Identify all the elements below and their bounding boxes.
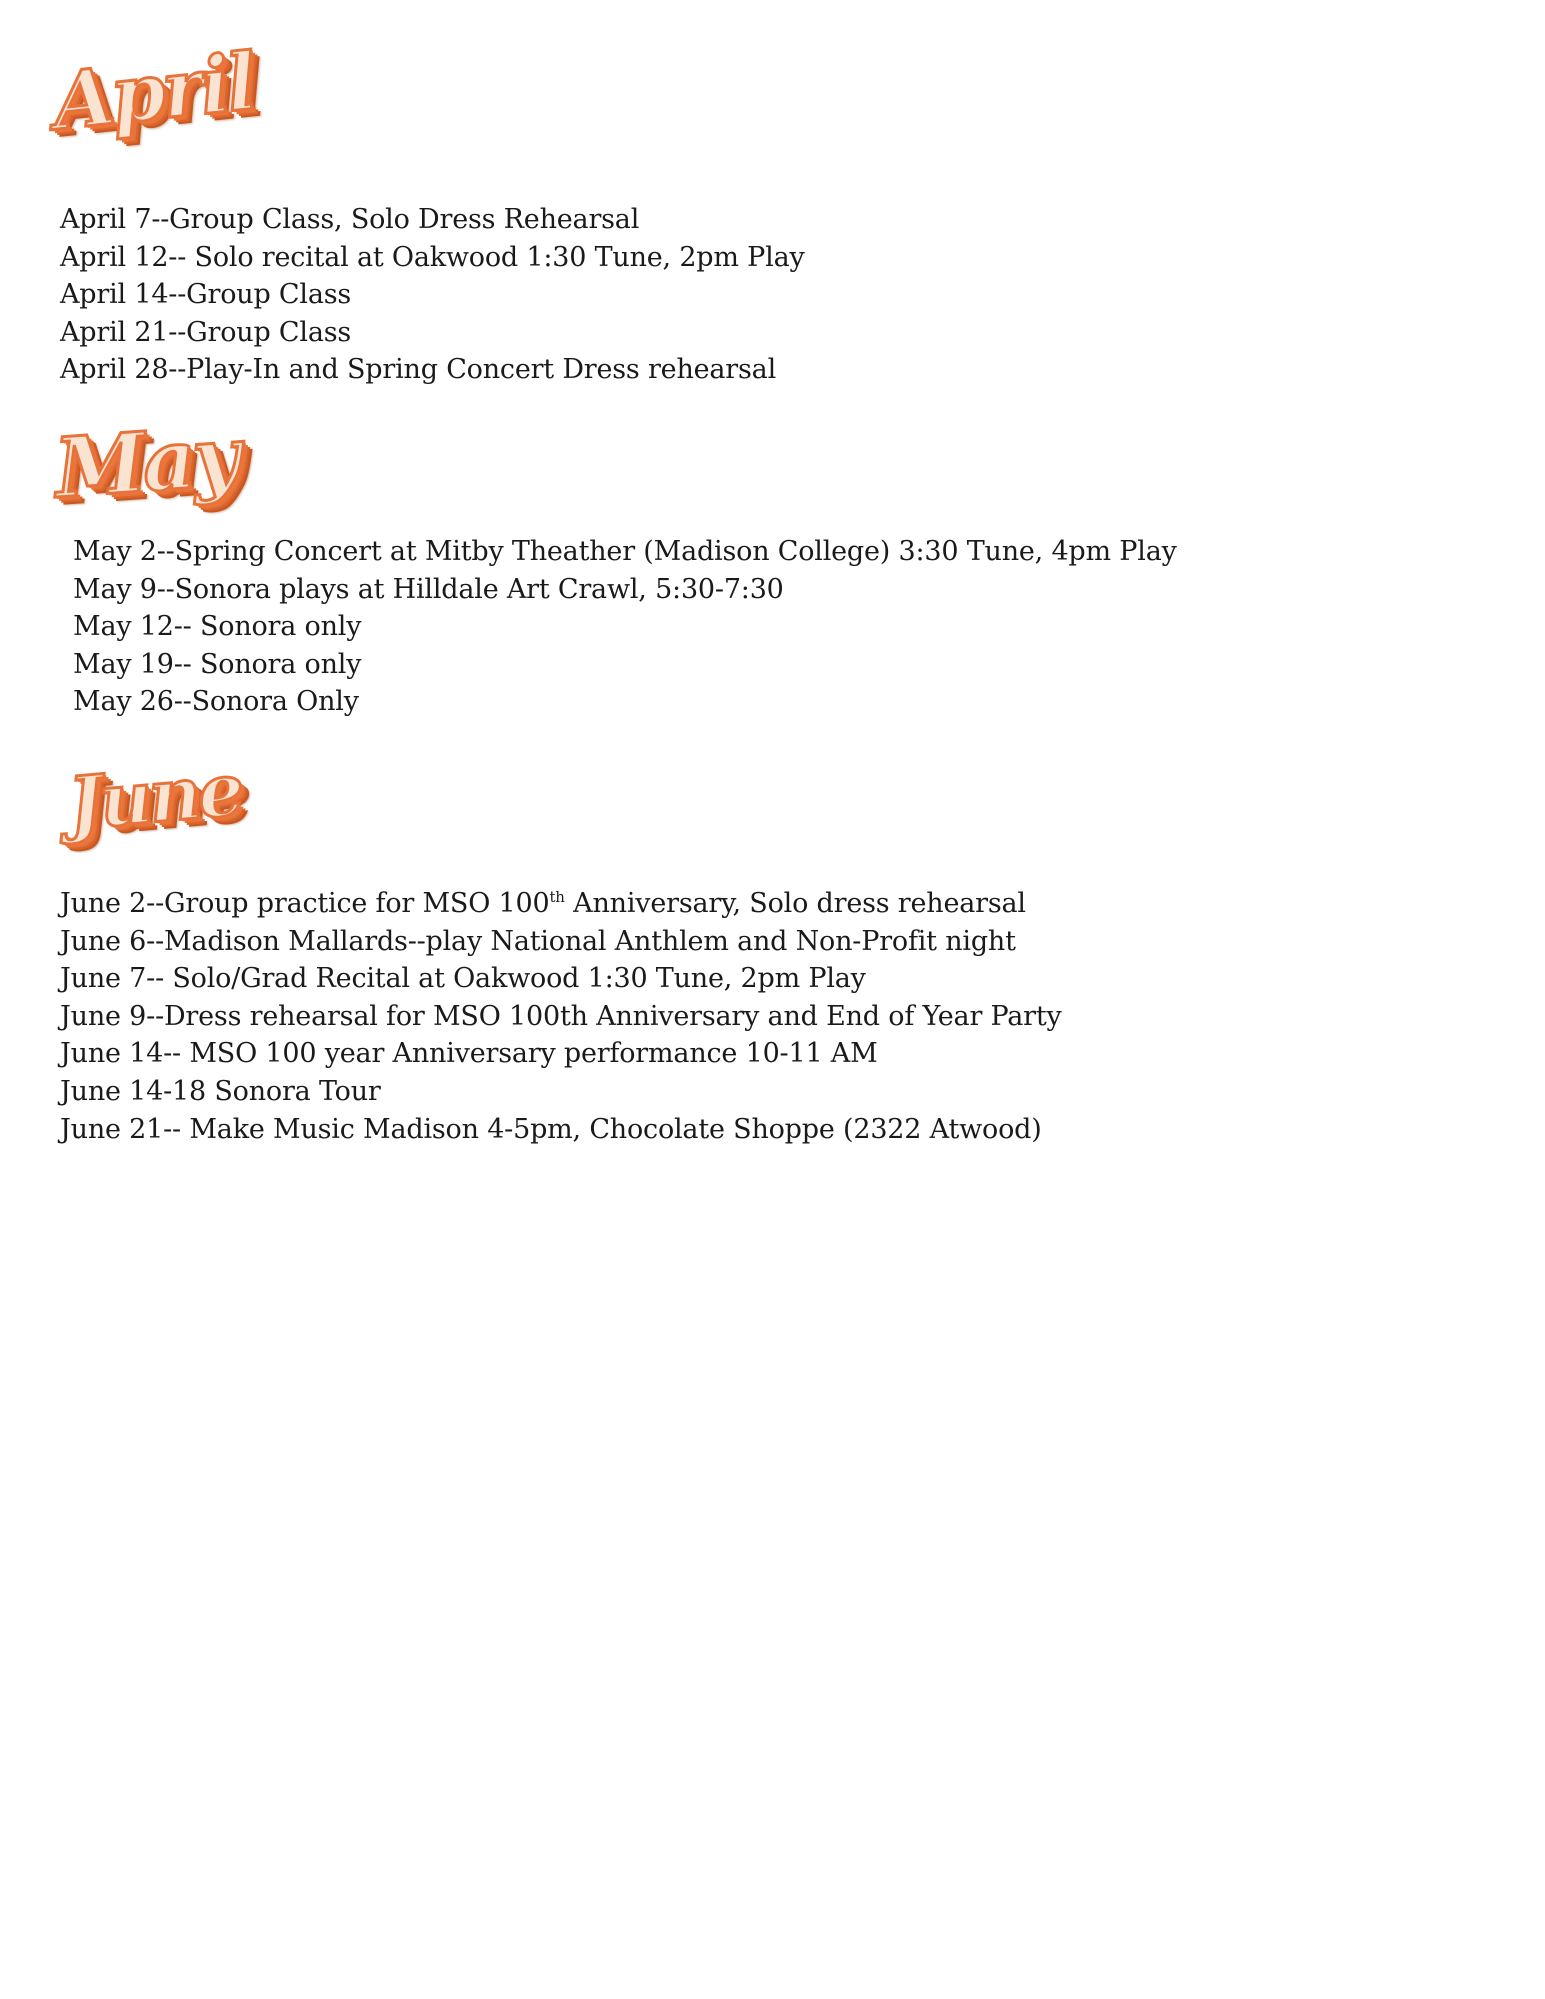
april-heading: April (49, 36, 258, 148)
list-item: April 21--Group Class (60, 316, 352, 348)
may-heading: May (51, 408, 241, 517)
list-item: May 2--Spring Concert at Mitby Theather (Madison College) 3:30 Tune, 4pm Play (73, 536, 1177, 567)
event-text: Anniversary, Solo dress rehearsal (564, 888, 1026, 919)
list-item: May 9--Sonora plays at Hilldale Art Crawl, 5:30-7:30 (73, 573, 784, 605)
list-item: May 19-- Sonora only (73, 648, 362, 680)
list-item: May 26--Sonora Only (73, 686, 359, 718)
may-event-list (73, 533, 1177, 721)
list-item: June 21-- Make Music Madison 4-5pm, Chocolate Shoppe (2322 Atwood) (60, 1113, 1042, 1145)
list-item: April 28--Play-In and Spring Concert Dress rehearsal (60, 354, 777, 386)
april-event-list (60, 201, 805, 389)
list-item: June 6--Madison Mallards--play National Anthlem and Non-Profit night (60, 925, 1016, 957)
list-item: April 7--Group Class, Solo Dress Rehearsal (60, 204, 640, 235)
ordinal-suffix: th (549, 888, 565, 906)
list-item: June 14-18 Sonora Tour (60, 1075, 381, 1107)
june-event-list (60, 885, 1062, 1148)
list-item (60, 885, 1062, 923)
list-item: May 12-- Sonora only (73, 611, 362, 643)
list-item: June 14-- MSO 100 year Anniversary performance 10-11 AM (60, 1038, 878, 1070)
event-text: June 2--Group practice for MSO 100 (60, 888, 550, 919)
june-heading: June (65, 746, 245, 846)
list-item: June 7-- Solo/Grad Recital at Oakwood 1:30 Tune, 2pm Play (60, 963, 866, 995)
list-item: June 9--Dress rehearsal for MSO 100th Anniversary and End of Year Party (60, 1000, 1062, 1032)
list-item: April 12-- Solo recital at Oakwood 1:30 Tune, 2pm Play (60, 241, 805, 273)
list-item: April 14--Group Class (60, 279, 352, 311)
